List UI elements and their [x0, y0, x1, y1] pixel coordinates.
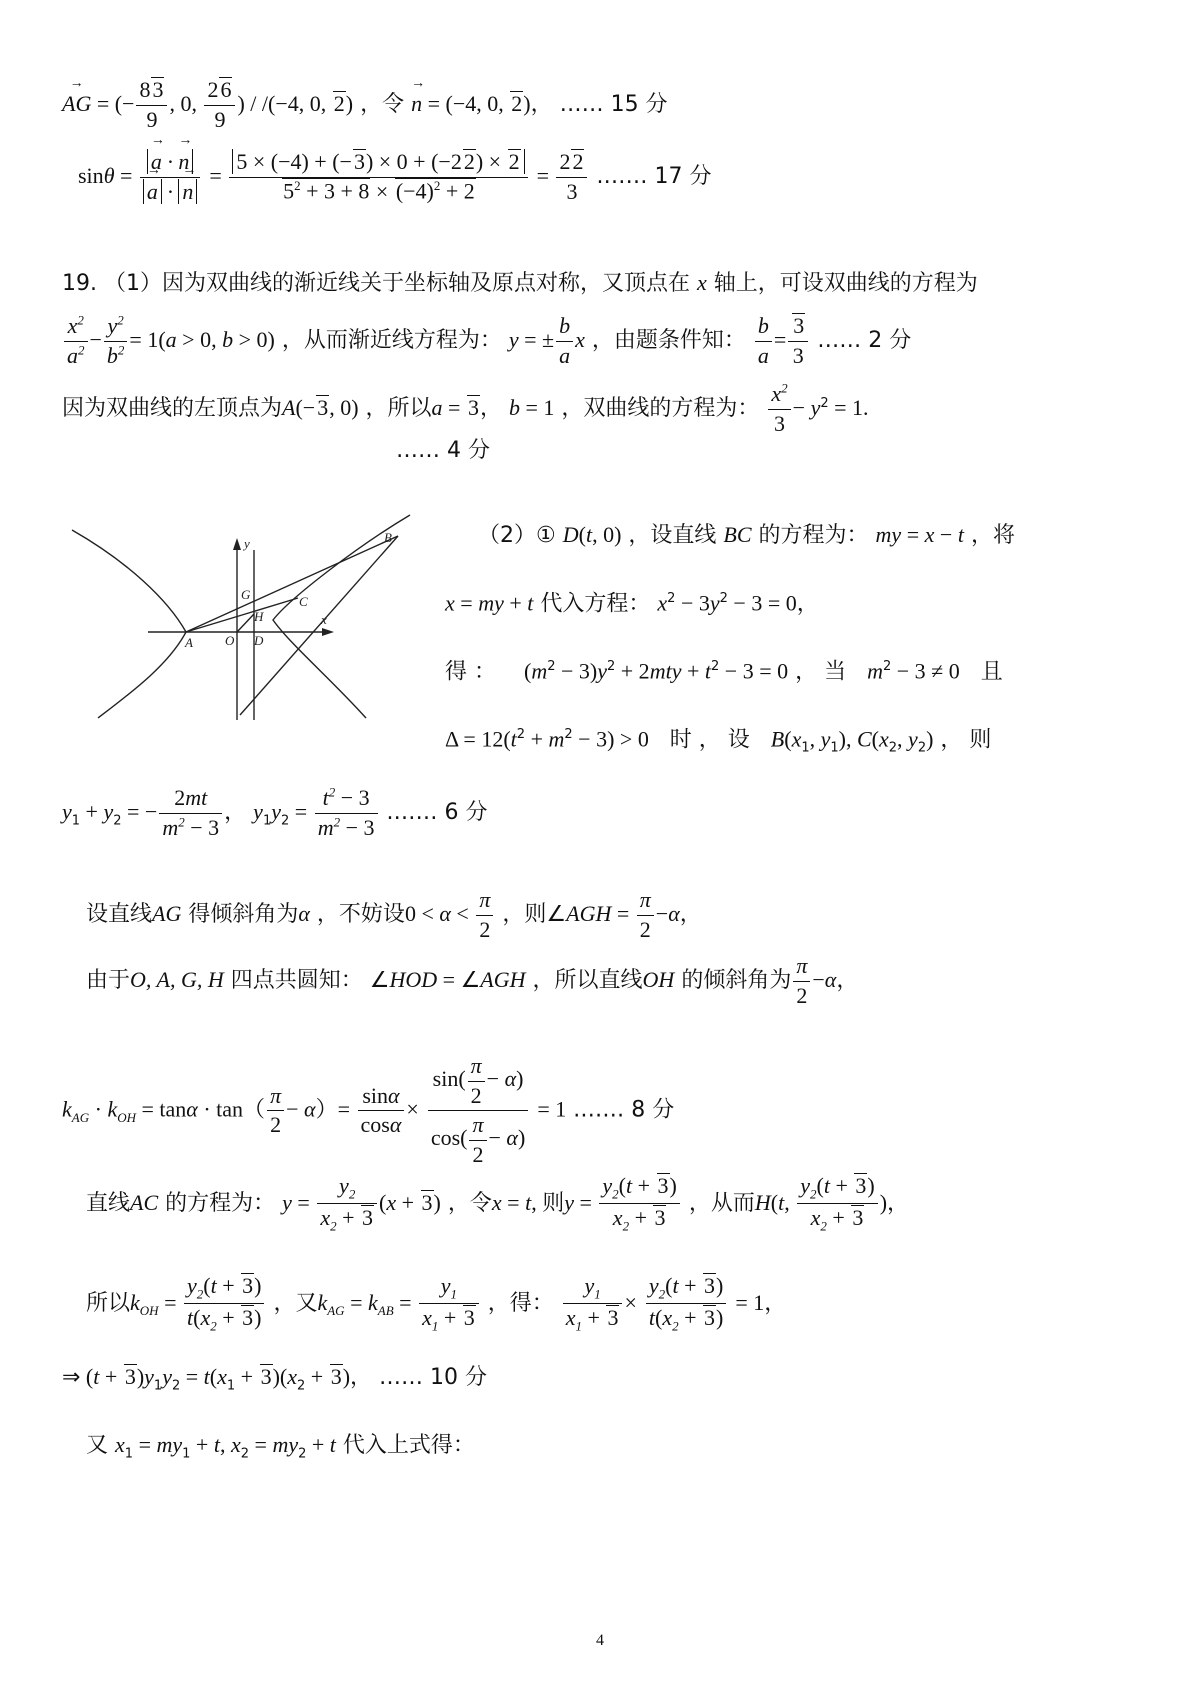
line-k-product: $k_{AG} \cdot k_{OH} = \tan\alpha \cdot \tan$（ $\frac{\pi}{2}$ − α）= $\frac{\sin\alpha}{\cos\alpha}$ × sin( $\frac{\pi}{2}$ − α) cos( $\frac{\pi}{2}$ − α) = 1 .…… 8 分: [62, 1053, 675, 1167]
line-k-oh: 所以$k_{OH}$ = $\frac{y_2(t + 3)}{t(x_2 + 3)}$ ，又$k_{AG} = k_{AB}$ = $\frac{y_1}{x_1 + 3}$ ，得： $\frac{y_1}{x_1 + 3}$ × $\frac{y_2(t + 3)}{t(x_2 + 3)}$ = 1，: [86, 1273, 787, 1334]
score-8: .…… 8 分: [573, 1097, 675, 1123]
line-ab: [186, 536, 398, 632]
x-axis-arrow-icon: [322, 628, 334, 636]
line-sin-theta: sinθ = → a · → n → a · → n = $\frac{5 \times (-4) + (-3) \times 0 + (-22) \times 2}{5^2 + 3 + 8 \times (-4)^2 + 2}$ = $\frac{22}{3}$ .…… 17 分: [78, 148, 711, 206]
line-quadratic: 得 ： $(m^2 - 3)y^2 + 2mty + t^2 - 3 = 0$ ， 当 $m^2 - 3 \ne 0$ 且: [445, 658, 1003, 685]
line-ag-vector: → AG = (− $\frac{83}{9}$ , 0, $\frac{26}{9}$ ) / /(−4, 0, 2) ，令 → n = (−4, 0, 2)， …… 15 分: [62, 76, 668, 134]
line-substitute: x = my + t 代入方程： $x^2 - 3y^2 - 3 = 0$，: [445, 590, 819, 617]
label-x: x: [321, 612, 327, 627]
label-H: H: [254, 609, 264, 624]
line-angle-alpha: 设直线AG 得倾斜角为α ，不妨设0 < α < $\frac{\pi}{2}$ ，则∠AGH = $\frac{\pi}{2}$ −α，: [86, 887, 702, 942]
label-C: C: [299, 594, 308, 609]
score-17: .…… 17 分: [596, 164, 712, 190]
line-vieta: $y_1 + y_2$ = − $\frac{2mt}{m^2 - 3}$ ， $y_1y_2$ = $\frac{t^2 - 3}{m^2 - 3}$ .…… 6 分: [62, 784, 488, 840]
y-axis-arrow-icon: [233, 538, 241, 550]
line-implies: ⇒ $(t + 3)y_1y_2 = t(x_1 + 3)(x_2 + 3)$， …… 10 分: [62, 1364, 488, 1394]
label-O: O: [225, 633, 235, 648]
line-substitute-x: 又 $x_1 = my_1 + t$, $x_2 = my_2 + t$ 代入上式得：: [86, 1432, 475, 1462]
label-D: D: [254, 633, 264, 648]
score-10: …… 10 分: [379, 1365, 488, 1390]
label-A: A: [185, 635, 193, 650]
score-15: …… 15 分: [559, 92, 668, 118]
score-6: .…… 6 分: [386, 800, 488, 826]
line-left-vertex: 因为双曲线的左顶点为A(−3, 0) ，所以a = 3， b = 1 ，双曲线的方程为： $\frac{x^2}{3}$ − $y^2 = 1$.: [62, 380, 869, 436]
hyperbola-left-branch: [72, 530, 186, 718]
label-G: G: [241, 587, 251, 602]
page-number: 4: [596, 1632, 604, 1649]
line-concyclic: 由于O, A, G, H 四点共圆知： ∠HOD = ∠AGH ，所以直线OH 的倾斜角为 $\frac{\pi}{2}$ −α，: [86, 953, 859, 1008]
line-oh: [237, 614, 254, 632]
line-discriminant: $\Delta = 12(t^2 + m^2 - 3) > 0$ 时 ， 设 $B(x_1$, $y_1$), $C(x_2$, $y_2$) ， 则: [445, 726, 992, 756]
line-part2-start: （2）① D(t, 0) ，设直线 BC 的方程为： my = x − t ，将: [478, 522, 1015, 548]
score-2: …… 2 分: [817, 328, 912, 354]
line-hyperbola-eq: $\frac{x^2}{a^2}$ − $\frac{y^2}{b^2}$ = 1(a > 0, b > 0) ，从而渐近线方程为： y = ± $\frac{b}{a}$ x ，由题条件知： $\frac{b}{a}$ = $\frac{3}{3}$ …… 2 分: [62, 312, 911, 370]
hyperbola-figure: [68, 510, 418, 725]
line-ac-eq: 直线AC 的方程为： y = $\frac{y_2}{x_2 + 3}$ (x + 3) ，令x = t, 则y = $\frac{y_2(t + 3)}{x_2 + 3}$ ，从而H(t, $\frac{y_2(t + 3)}{x_2 + 3}$ )，: [86, 1173, 910, 1234]
q19-intro: 19. （1）因为双曲线的渐近线关于坐标轴及原点对称，又顶点在 x 轴上，可设双曲线的方程为: [62, 270, 978, 296]
score-4: …… 4 分: [396, 438, 490, 463]
label-y: y: [244, 536, 250, 551]
score-4-line: [396, 440, 490, 462]
line-bc: [240, 536, 398, 715]
label-B: B: [384, 530, 392, 545]
